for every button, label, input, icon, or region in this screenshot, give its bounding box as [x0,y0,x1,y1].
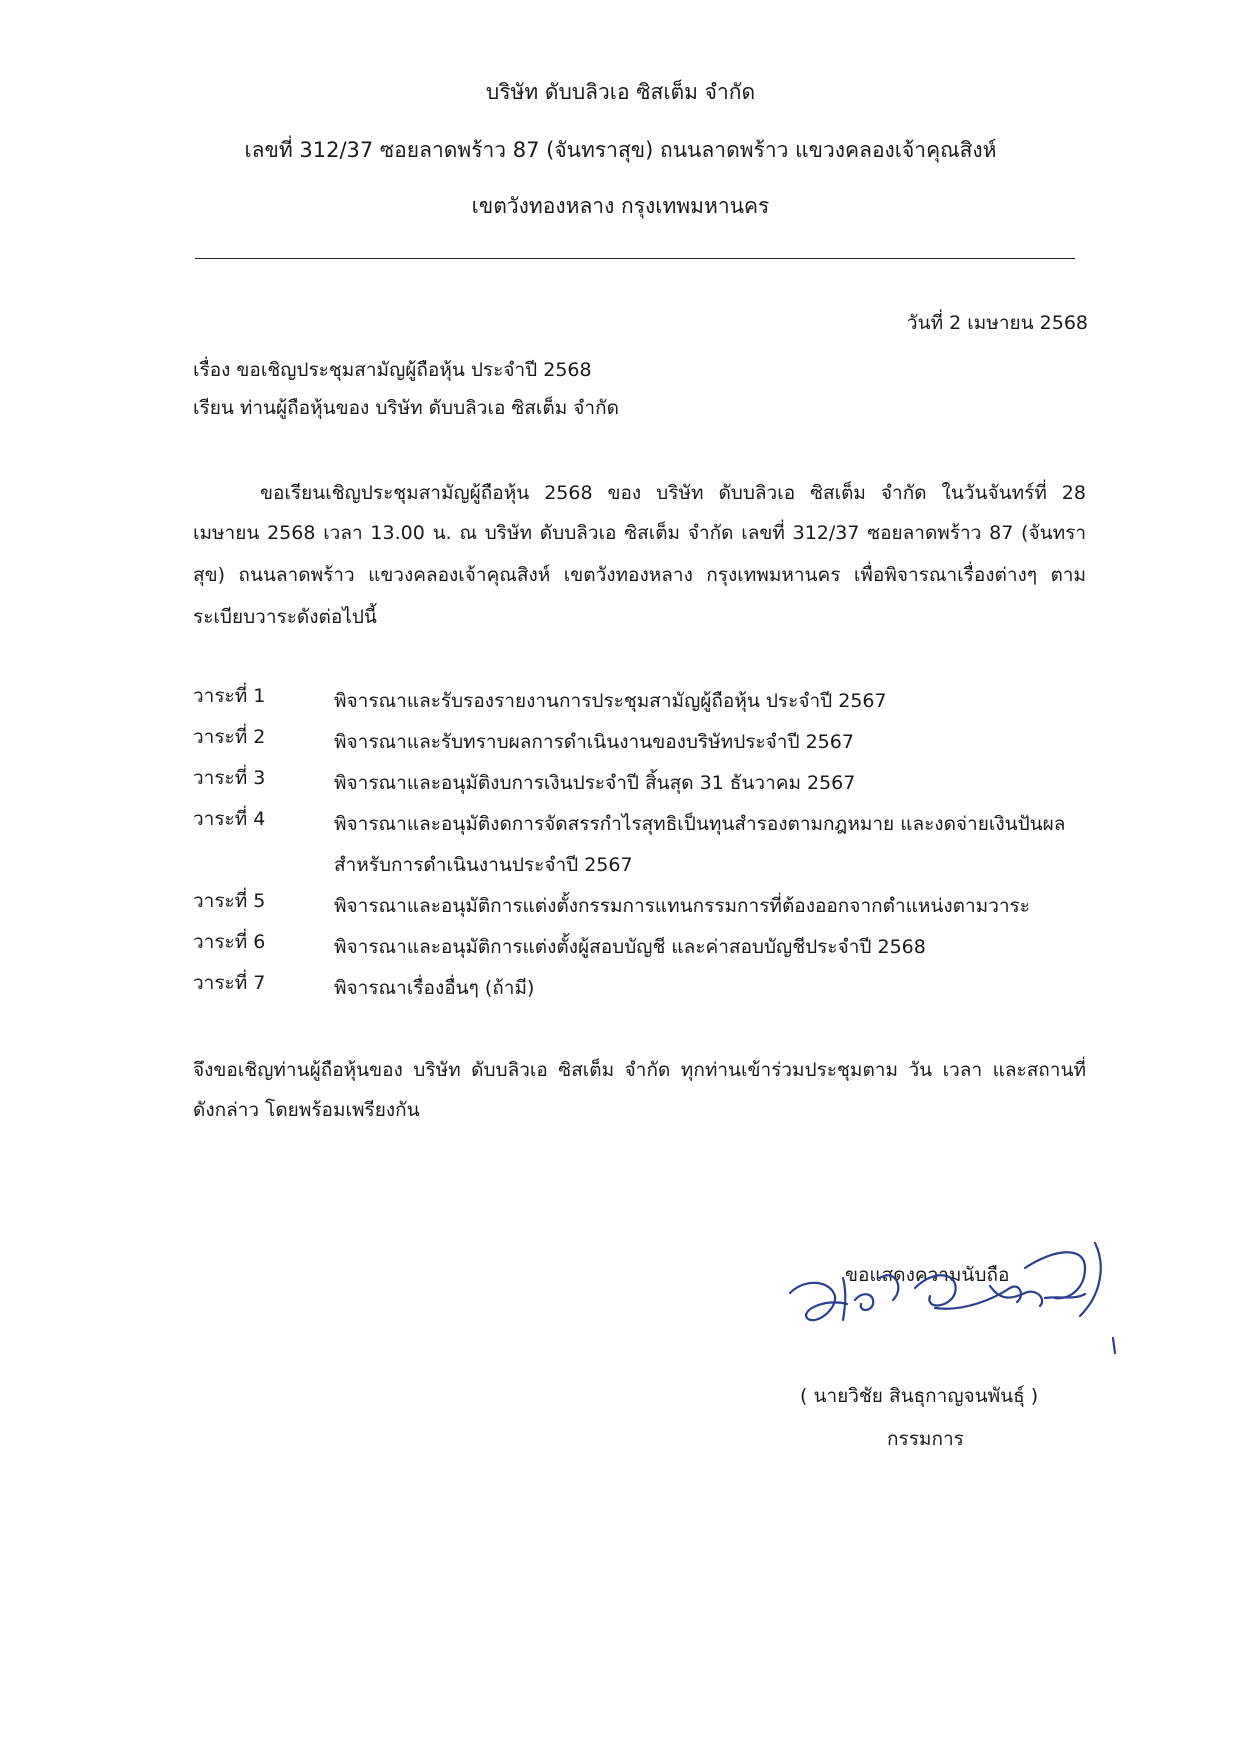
company-address-line-2: เขตวังทองหลาง กรุงเทพมหานคร [471,194,770,218]
body-line-2: เมษายน 2568 เวลา 13.00 น. ณ บริษัท ดับบลิวเอ ซิสเต็ม จำกัด เลขที่ 312/37 ซอยลาดพร้าว 87 (จันทรา [193,522,1086,544]
agenda-text [334,804,1094,886]
agenda-text: พิจารณาและอนุมัติการแต่งตั้งผู้สอบบัญชี และค่าสอบบัญชีประจำปี 2568 [334,936,926,958]
agenda-text: พิจารณาและรับรองรายงานการประชุมสามัญผู้ถือหุ้น ประจำปี 2567 [334,690,887,712]
agenda-item [193,968,1093,1009]
agenda-text: พิจารณาเรื่องอื่นๆ (ถ้ามี) [334,977,535,999]
body-line-4: ระเบียบวาระดังต่อไปนี้ [193,606,377,628]
body-line-1: ขอเรียนเชิญประชุมสามัญผู้ถือหุ้น 2568 ของ บริษัท ดับบลิวเอ ซิสเต็ม จำกัด ในวันจันทร์ที่ 28 [260,482,1086,504]
agenda-item [193,804,1093,886]
closing-salutation: ขอแสดงความนับถือ [845,1264,1010,1286]
agenda-text-line-2: สำหรับการดำเนินงานประจำปี 2567 [334,854,633,876]
signatory-name: ( นายวิชัย สินธุกาญจนพันธุ์ ) [800,1385,1039,1407]
letter-date: วันที่ 2 เมษายน 2568 [906,312,1088,334]
agenda-text-line-1: พิจารณาและอนุมัติงดการจัดสรรกำไรสุทธิเป็นทุนสำรองตามกฎหมาย และงดจ่ายเงินปันผล [334,813,1066,835]
agenda-number: วาระที่ 3 [193,767,266,789]
agenda-item [193,681,1093,722]
agenda-number: วาระที่ 4 [193,808,266,830]
agenda-number: วาระที่ 2 [193,726,266,748]
agenda-number: วาระที่ 5 [193,890,266,912]
agenda-number: วาระที่ 7 [193,972,266,994]
agenda-item [193,763,1093,804]
conclusion-line-2: ดังกล่าว โดยพร้อมเพรียงกัน [193,1099,420,1121]
agenda-text: พิจารณาและอนุมัติงบการเงินประจำปี สิ้นสุด 31 ธันวาคม 2567 [334,772,856,794]
agenda-number: วาระที่ 1 [193,685,266,707]
signatory-position: กรรมการ [887,1428,964,1450]
company-name: บริษัท ดับบลิวเอ ซิสเต็ม จำกัด [485,80,756,104]
agenda-text: พิจารณาและอนุมัติการแต่งตั้งกรรมการแทนกรรมการที่ต้องออกจากตำแหน่งตามวาระ [334,895,1030,917]
body-line-3: สุข) ถนนลาดพร้าว แขวงคลองเจ้าคุณสิงห์ เขตวังทองหลาง กรุงเทพมหานคร เพื่อพิจารณาเรื่องต่างๆ ตาม [193,564,1086,586]
agenda-item [193,722,1093,763]
letter-recipient: เรียน ท่านผู้ถือหุ้นของ บริษัท ดับบลิวเอ ซิสเต็ม จำกัด [193,397,619,419]
agenda-item [193,886,1093,927]
letter-subject: เรื่อง ขอเชิญประชุมสามัญผู้ถือหุ้น ประจำปี 2568 [193,359,592,381]
header-divider [195,258,1075,259]
agenda-text: พิจารณาและรับทราบผลการดำเนินงานของบริษัทประจำปี 2567 [334,731,854,753]
conclusion-line-1: จึงขอเชิญท่านผู้ถือหุ้นของ บริษัท ดับบลิวเอ ซิสเต็ม จำกัด ทุกท่านเข้าร่วมประชุมตาม วัน เวลา และสถานที่ [193,1059,1086,1081]
agenda-item [193,927,1093,968]
agenda-list [193,681,1093,1009]
company-address-line-1: เลขที่ 312/37 ซอยลาดพร้าว 87 (จันทราสุข) ถนนลาดพร้าว แขวงคลองเจ้าคุณสิงห์ [244,138,997,162]
agenda-number: วาระที่ 6 [193,931,266,953]
handwritten-signature [785,1238,1125,1368]
